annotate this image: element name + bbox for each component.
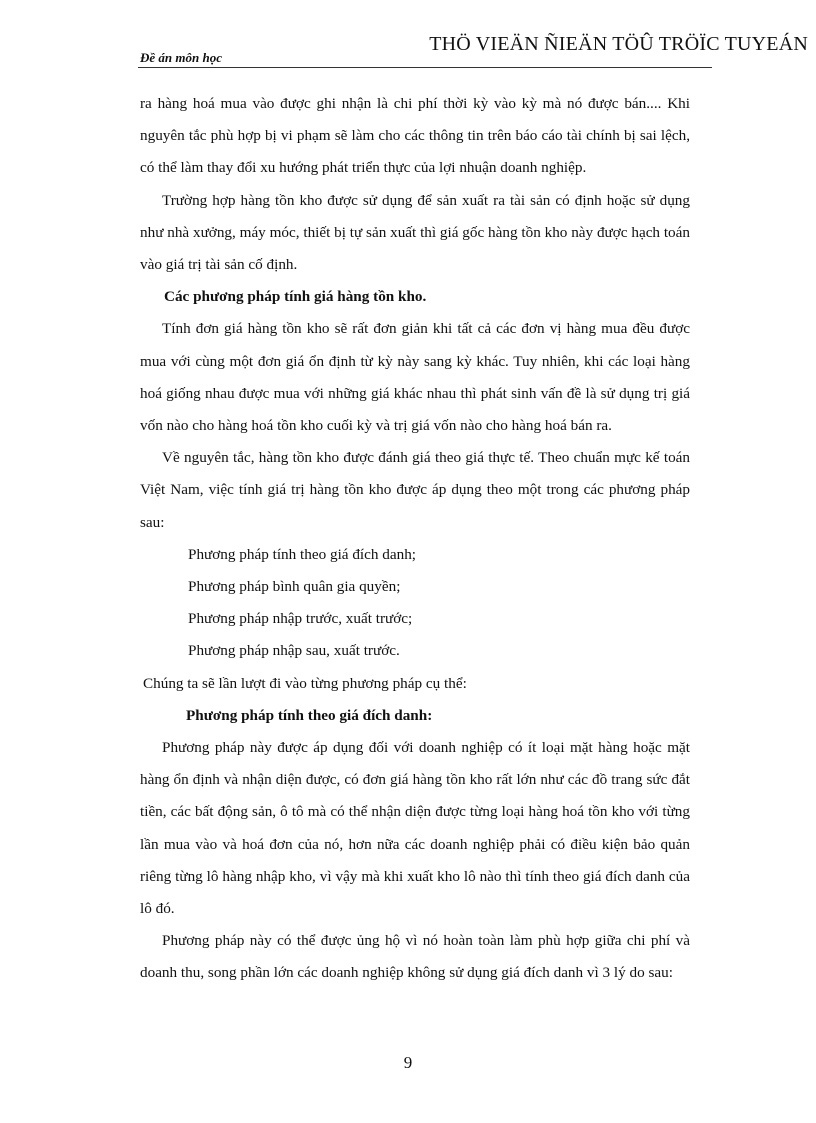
method-list-item: Phương pháp bình quân gia quyền;: [188, 578, 401, 596]
paragraph-4: Về nguyên tắc, hàng tồn kho được đánh giá theo giá thực tế. Theo chuẩn mực kế toán Việt Nam, việc tính giá trị hàng tồn kho được áp dụng theo một trong các phương pháp sau:: [140, 449, 690, 531]
header-document-title: Đề án môn học: [140, 50, 222, 65]
paragraph-2: Trường hợp hàng tồn kho được sử dụng để sản xuất ra tài sản có định hoặc sử dụng như nhà xưởng, máy móc, thiết bị tự sản xuất thì giá gốc hàng tồn kho này được hạch toán vào giá trị tài sản cố định.: [140, 191, 690, 274]
section-heading-specific-identification: Phương pháp tính theo giá đích danh:: [186, 706, 433, 724]
section-heading-inventory-methods: Các phương pháp tính giá hàng tồn kho.: [164, 288, 427, 306]
paragraph-3: Tính đơn giá hàng tồn kho sẽ rất đơn giản khi tất cả các đơn vị hàng mua đều được mua với cùng một đơn giá ổn định từ kỳ này sang kỳ khác. Tuy nhiên, khi các loại hàng hoá giống nhau được mua với những giá khác nhau thì phát sinh vấn đề là sử dụng trị giá vốn nào cho hàng hoá tồn kho cuối kỳ và trị giá vốn nào cho hàng hoá bán ra.: [140, 320, 690, 435]
header-library-title: THÖ VIEÄN ÑIEÄN TÖÛ TRÖÏC TUYEÁN: [429, 33, 808, 55]
method-list-item: Phương pháp tính theo giá đích danh;: [188, 545, 417, 563]
paragraph-1: ra hàng hoá mua vào được ghi nhận là chi phí thời kỳ vào kỳ mà nó được bán.... Khi nguyên tắc phù hợp bị vi phạm sẽ làm cho các thông tin trên báo cáo tài chính bị sai lệch, có thể làm thay đổi xu hướng phát triển thực của lợi nhuận doanh nghiệp.: [140, 95, 690, 177]
method-list-item: Phương pháp nhập sau, xuất trước.: [188, 642, 400, 660]
paragraph-7: Phương pháp này có thể được ủng hộ vì nó hoàn toàn làm phù hợp giữa chi phí và doanh thu, song phần lớn các doanh nghiệp không sử dụng giá đích danh vì 3 lý do sau:: [140, 932, 690, 982]
paragraph-5: Chúng ta sẽ lần lượt đi vào từng phương pháp cụ thể:: [143, 674, 467, 692]
page-content: [140, 88, 690, 990]
header-divider: [138, 67, 712, 68]
paragraph-6: Phương pháp này được áp dụng đối với doanh nghiệp có ít loại mặt hàng hoặc mặt hàng ổn định và nhận diện được, có đơn giá hàng tồn kho rất lớn như các đồ trang sức đắt tiền, các bất động sản, ô tô mà có thể nhận diện được từng loại hàng hoá tồn kho với từng lần mua vào và hoá đơn của nó, hơn nữa các doanh nghiệp phải có điều kiện bảo quản riêng từng lô hàng nhập kho, vì vậy mà khi xuất kho lô nào thì tính theo giá đích danh của lô đó.: [140, 739, 690, 918]
method-list-item: Phương pháp nhập trước, xuất trước;: [188, 610, 413, 628]
page-number: 9: [403, 1053, 413, 1072]
